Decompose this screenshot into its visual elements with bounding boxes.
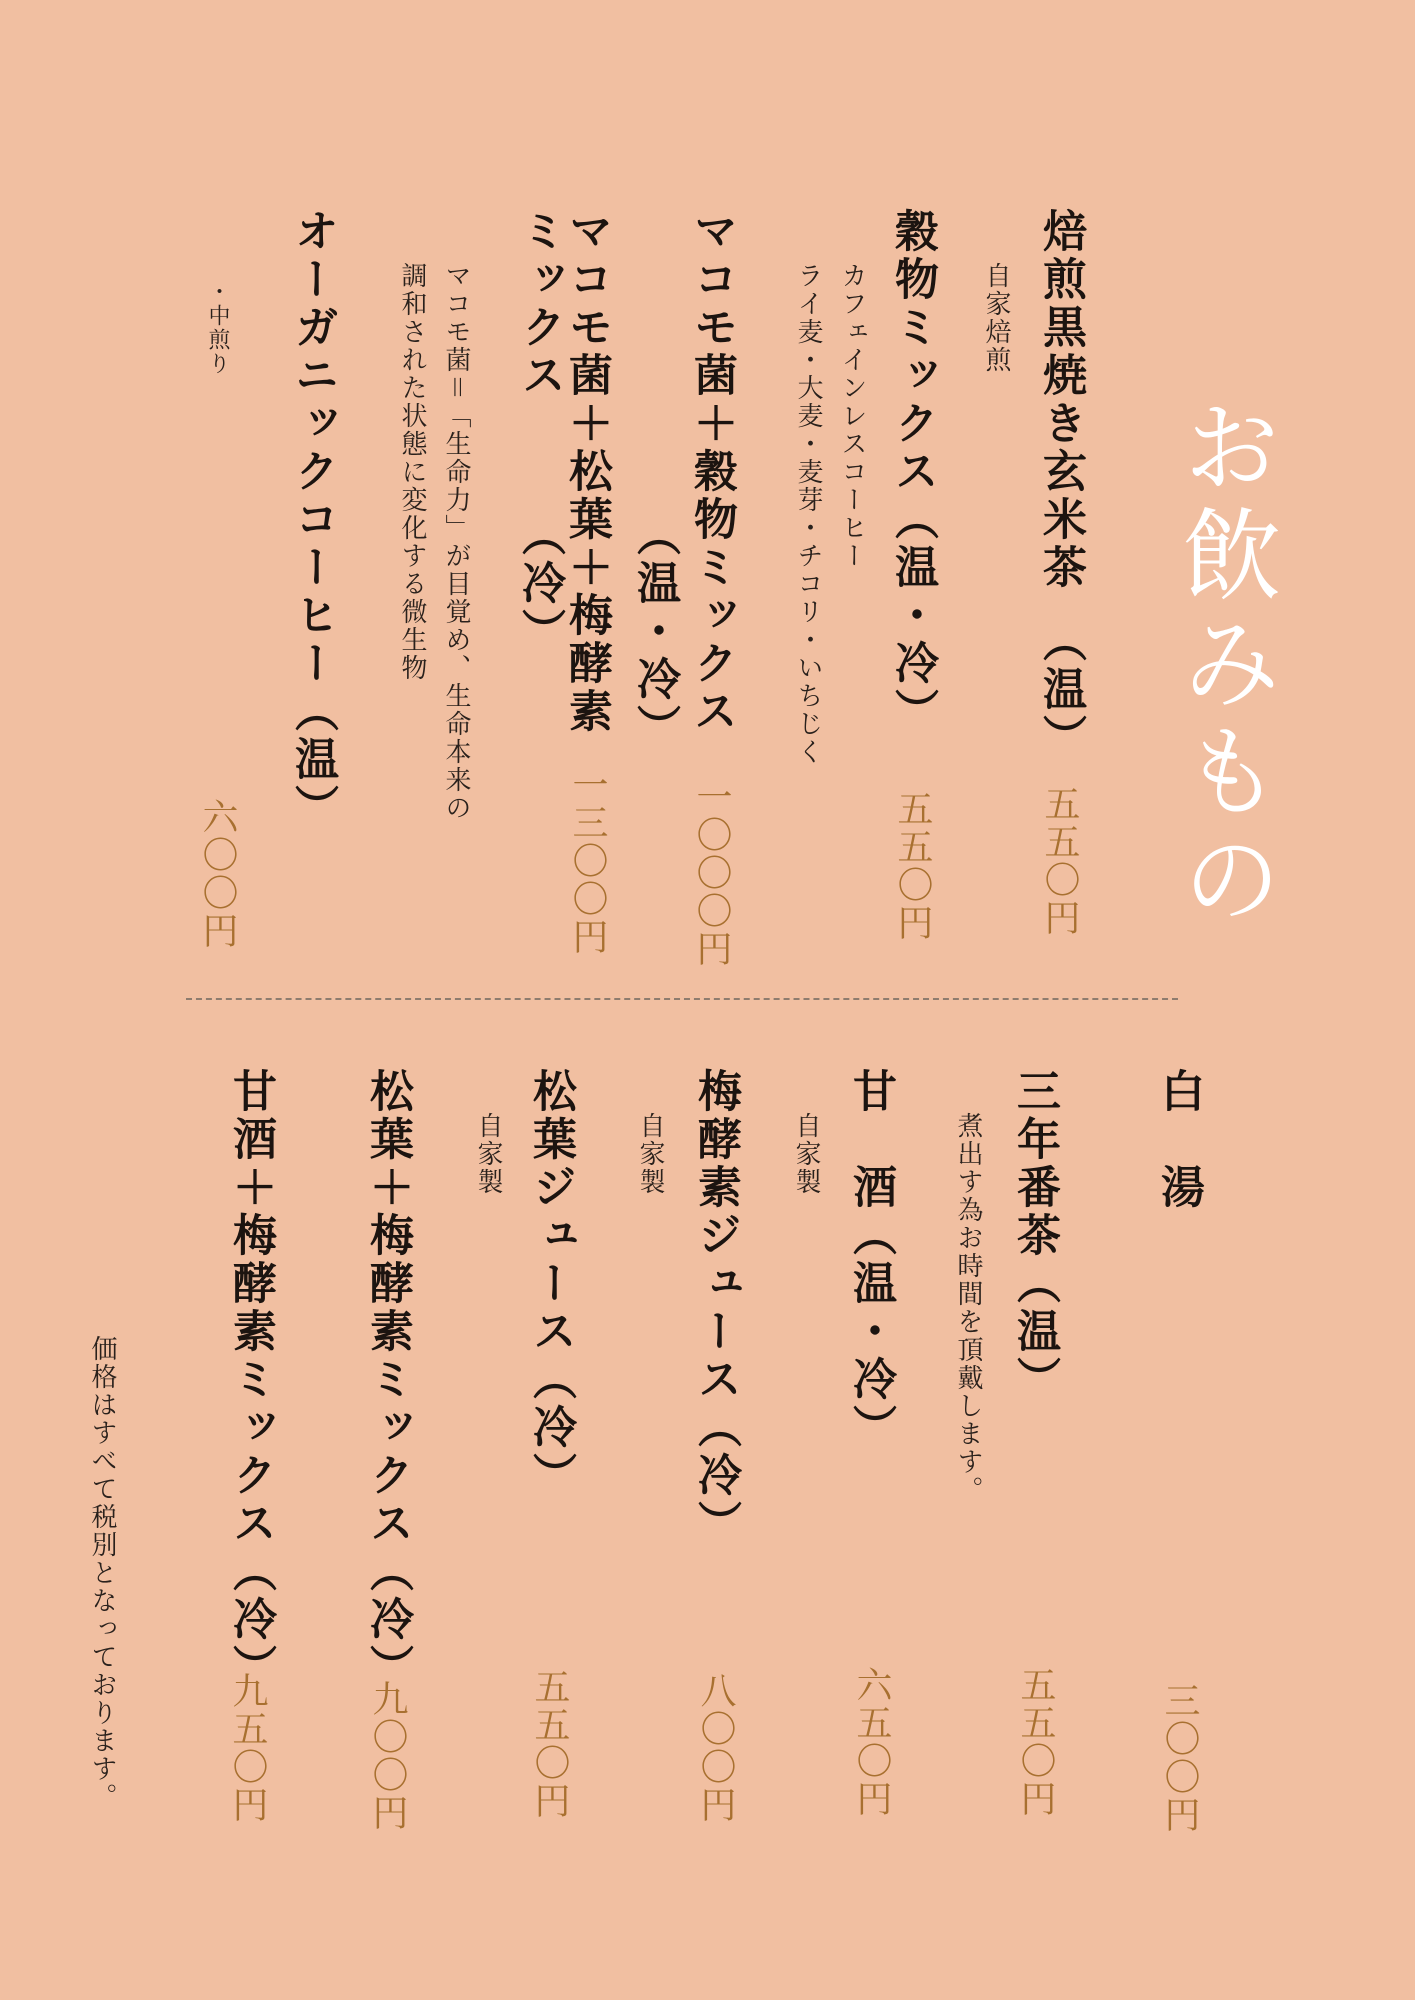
drink-price-makomo-pine: 一三〇〇円 — [567, 766, 608, 956]
drink-name-makomo-pine: マコモ菌＋松葉＋梅酵素 — [561, 208, 612, 736]
drink-note2-makomo-pine: 調和された状態に変化する微生物 — [397, 262, 427, 682]
section-divider — [186, 998, 1178, 1000]
drink-note2-grain-mix: ライ麦・大麦・麦芽・チコリ・いちじく — [793, 262, 823, 766]
drink-name-ume-juice: 梅酵素ジュース（冷） — [690, 1068, 741, 1548]
drink-name-grain-mix: 穀物ミックス（温・冷） — [887, 208, 938, 736]
drink-name-genmaicha: 焙煎黒焼き玄米茶 （温） — [1035, 208, 1086, 762]
drink-name-bancha: 三年番茶（温） — [1009, 1068, 1060, 1404]
drink-price-amazake-ume-mix: 九五〇円 — [227, 1672, 268, 1824]
page-title: お飲みもの — [1165, 395, 1282, 935]
drink-note-amazake: 自家製 — [791, 1112, 821, 1196]
drink-name-organic-coffee: オーガニックコーヒー（温） — [287, 208, 338, 832]
drink-note-ume-juice: 自家製 — [635, 1112, 665, 1196]
drink-name-pine-ume-mix: 松葉＋梅酵素ミックス（冷） — [362, 1068, 413, 1692]
drink-price-sayu: 三〇〇円 — [1159, 1682, 1200, 1834]
drink-name2-makomo-grain: （温・冷） — [629, 512, 680, 752]
drink-name-amazake-ume-mix: 甘酒＋梅酵素ミックス（冷） — [225, 1068, 276, 1692]
drink-note-makomo-pine: マコモ菌＝「生命力」が目覚め、生命本来の — [441, 262, 471, 822]
drink-name-amazake: 甘 酒（温・冷） — [845, 1068, 896, 1452]
drink-price-pine-ume-mix: 九〇〇円 — [367, 1680, 408, 1832]
drink-name-makomo-grain: マコモ菌＋穀物ミックス — [686, 208, 737, 736]
drink-note-grain-mix: カフェインレスコーヒー — [837, 262, 867, 570]
drink-price-pine-juice: 五五〇円 — [529, 1668, 570, 1820]
drink-name-sayu: 白 湯 — [1153, 1068, 1204, 1212]
drink-name3-makomo-pine: （冷） — [514, 512, 565, 656]
drink-price-bancha: 五五〇円 — [1015, 1666, 1056, 1818]
drink-note-pine-juice: 自家製 — [473, 1112, 503, 1196]
drink-price-grain-mix: 五五〇円 — [892, 790, 933, 942]
drink-price-genmaicha: 五五〇円 — [1039, 785, 1080, 937]
drink-note-genmaicha: 自家焙煎 — [981, 262, 1011, 374]
drink-price-ume-juice: 八〇〇円 — [695, 1672, 736, 1824]
drink-name2-makomo-pine: ミックス — [514, 208, 565, 400]
drink-note-bancha: 煮出す為お時間を頂戴します。 — [953, 1112, 983, 1504]
drink-note-organic-coffee: ・中煎り — [205, 280, 230, 376]
drink-name-pine-juice: 松葉ジュース（冷） — [525, 1068, 576, 1500]
tax-note: 価格はすべて税別となっております。 — [87, 1335, 117, 1811]
drink-price-amazake: 六五〇円 — [851, 1666, 892, 1818]
drink-price-organic-coffee: 六〇〇円 — [197, 798, 238, 950]
drink-price-makomo-grain: 一〇〇〇円 — [691, 778, 732, 968]
